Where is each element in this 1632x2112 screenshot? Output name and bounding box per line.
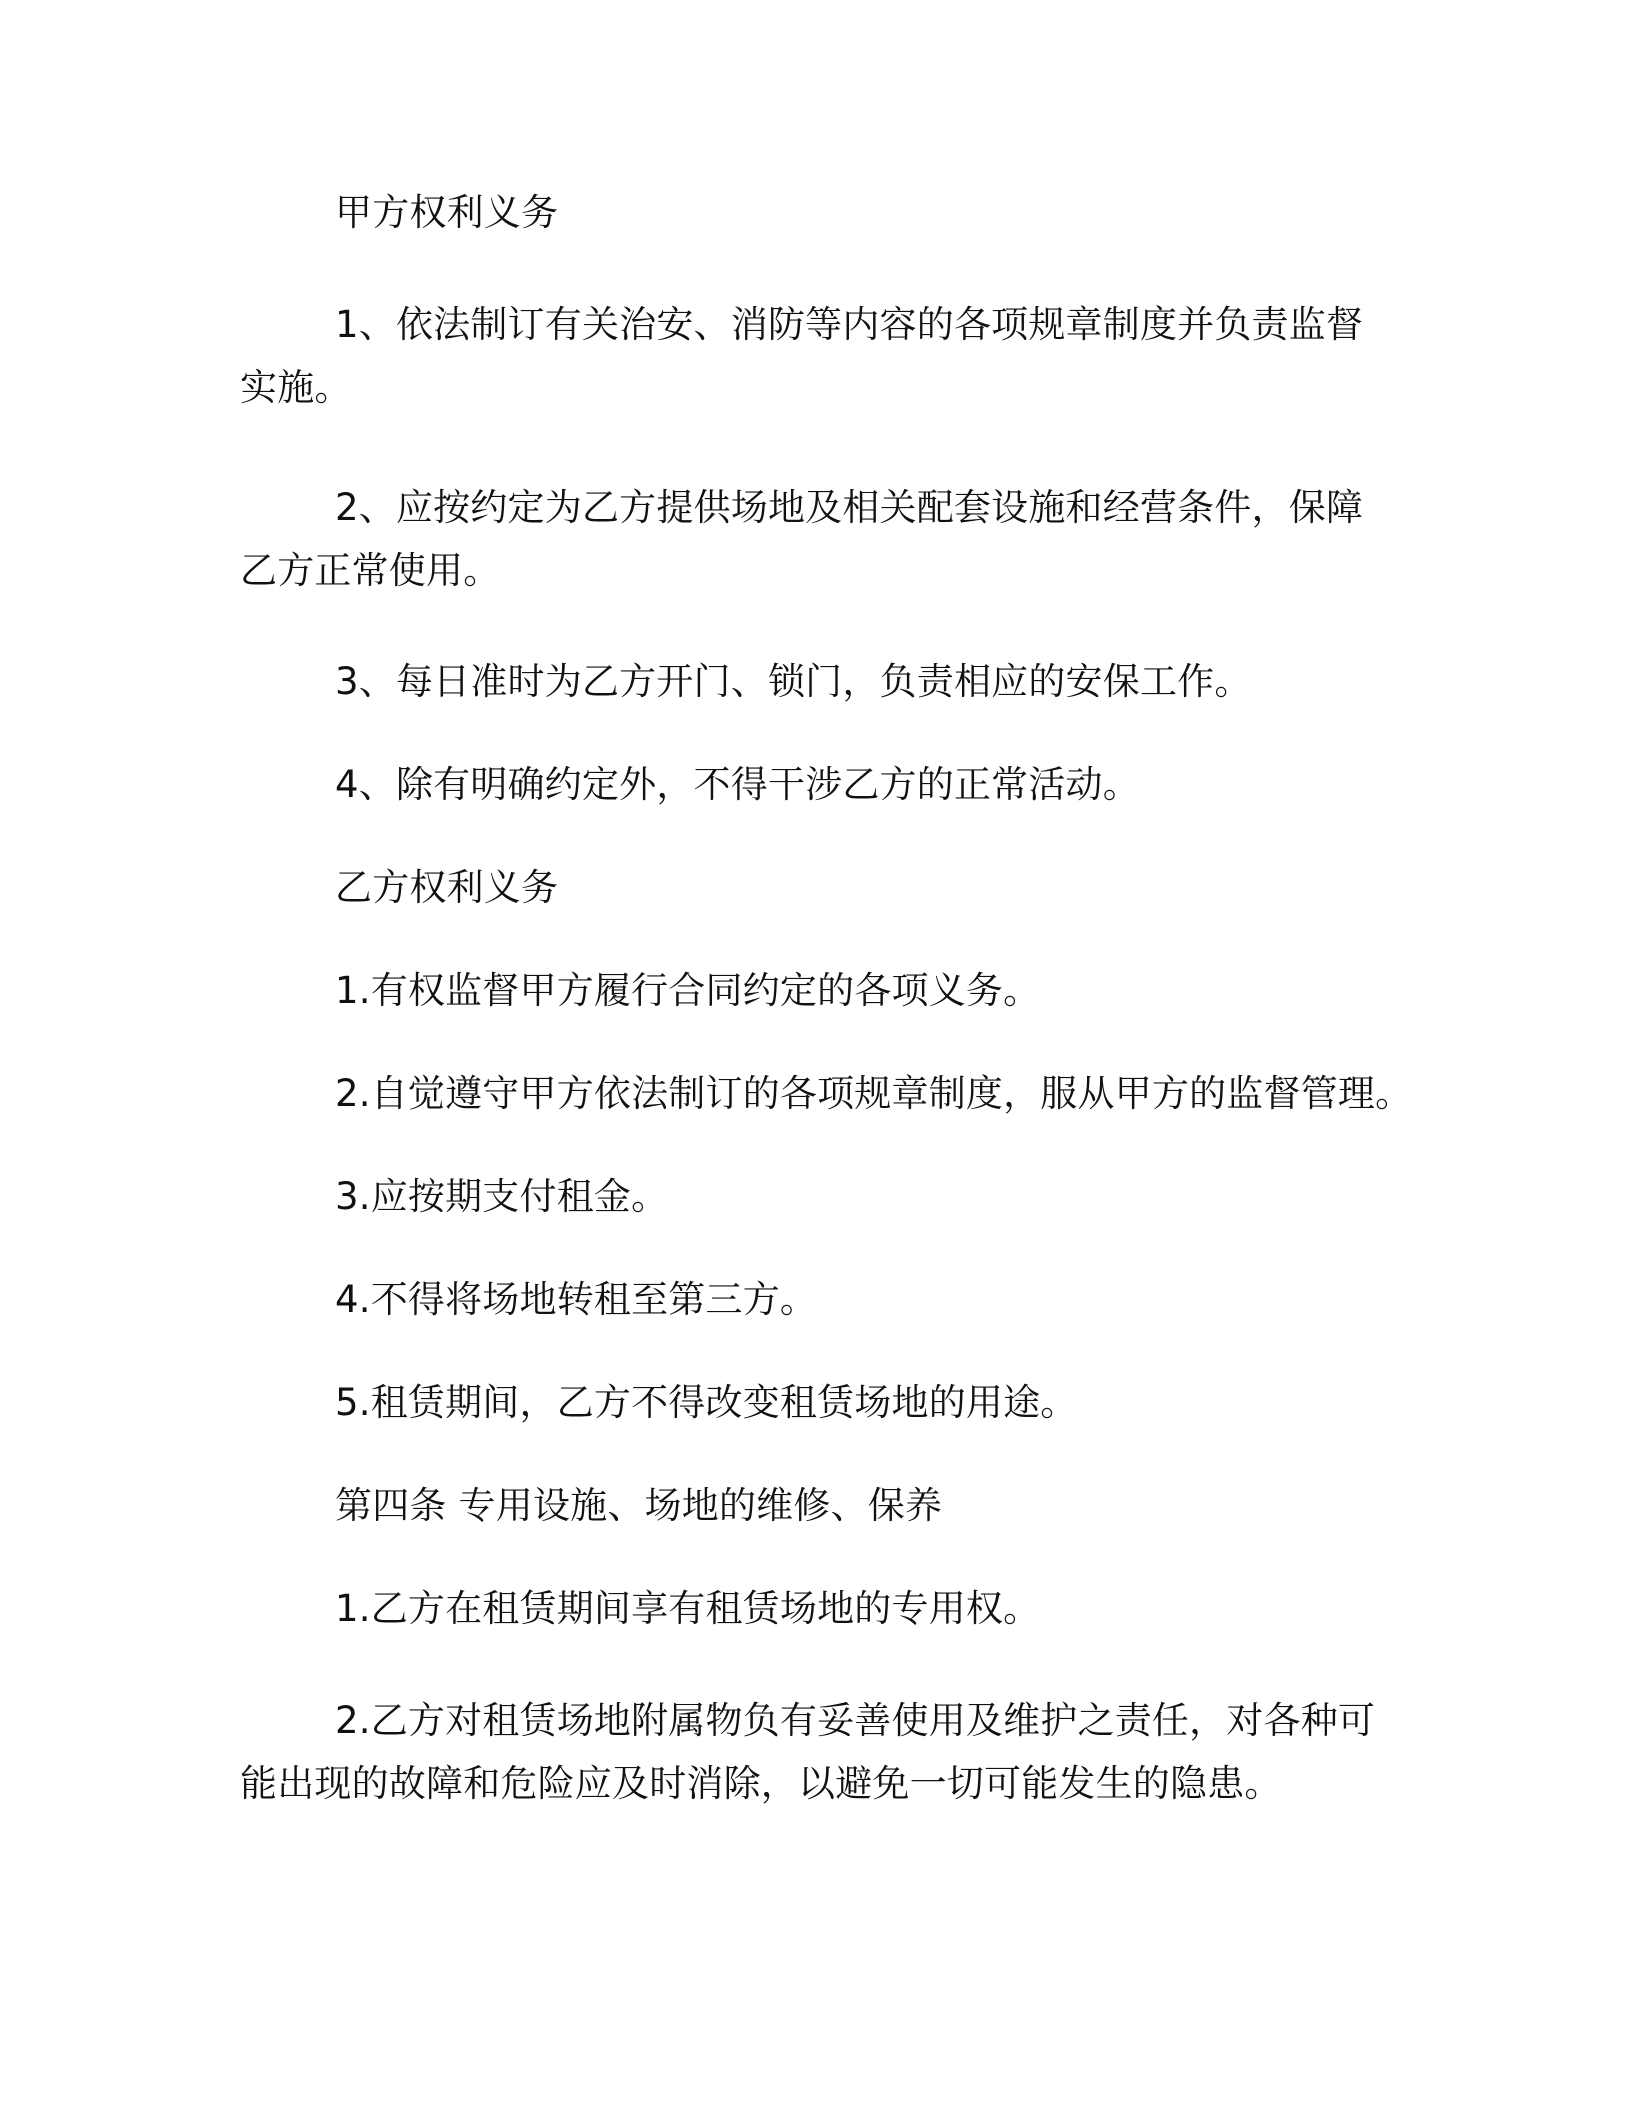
party-a-item-1: 1、依法制订有关治安、消防等内容的各项规章制度并负责监督实施。 [240, 303, 1364, 409]
article-4-item-1: 1.乙方在租赁期间享有租赁场地的专用权。 [335, 1587, 1041, 1630]
party-b-item-3: 3.应按期支付租金。 [335, 1175, 669, 1218]
article-4-heading: 第四条 专用设施、场地的维修、保养 [335, 1484, 943, 1527]
party-a-item-4: 4、除有明确约定外，不得干涉乙方的正常活动。 [335, 763, 1140, 806]
party-a-item-3: 3、每日准时为乙方开门、锁门，负责相应的安保工作。 [335, 660, 1252, 703]
party-b-item-1: 1.有权监督甲方履行合同约定的各项义务。 [335, 969, 1041, 1012]
party-a-heading: 甲方权利义务 [335, 191, 559, 234]
article-4-item-2: 2.乙方对租赁场地附属物负有妥善使用及维护之责任，对各种可能出现的故障和危险应及时消除，以避免一切可能发生的隐患。 [240, 1699, 1376, 1805]
document-body [240, 190, 1413, 1815]
party-a-item-2: 2、应按约定为乙方提供场地及相关配套设施和经营条件，保障乙方正常使用。 [240, 486, 1364, 592]
party-b-item-4: 4.不得将场地转租至第三方。 [335, 1278, 818, 1321]
party-b-heading: 乙方权利义务 [335, 866, 559, 909]
party-b-item-2: 2.自觉遵守甲方依法制订的各项规章制度，服从甲方的监督管理。 [335, 1072, 1413, 1115]
party-b-item-5: 5.租赁期间，乙方不得改变租赁场地的用途。 [335, 1381, 1078, 1424]
